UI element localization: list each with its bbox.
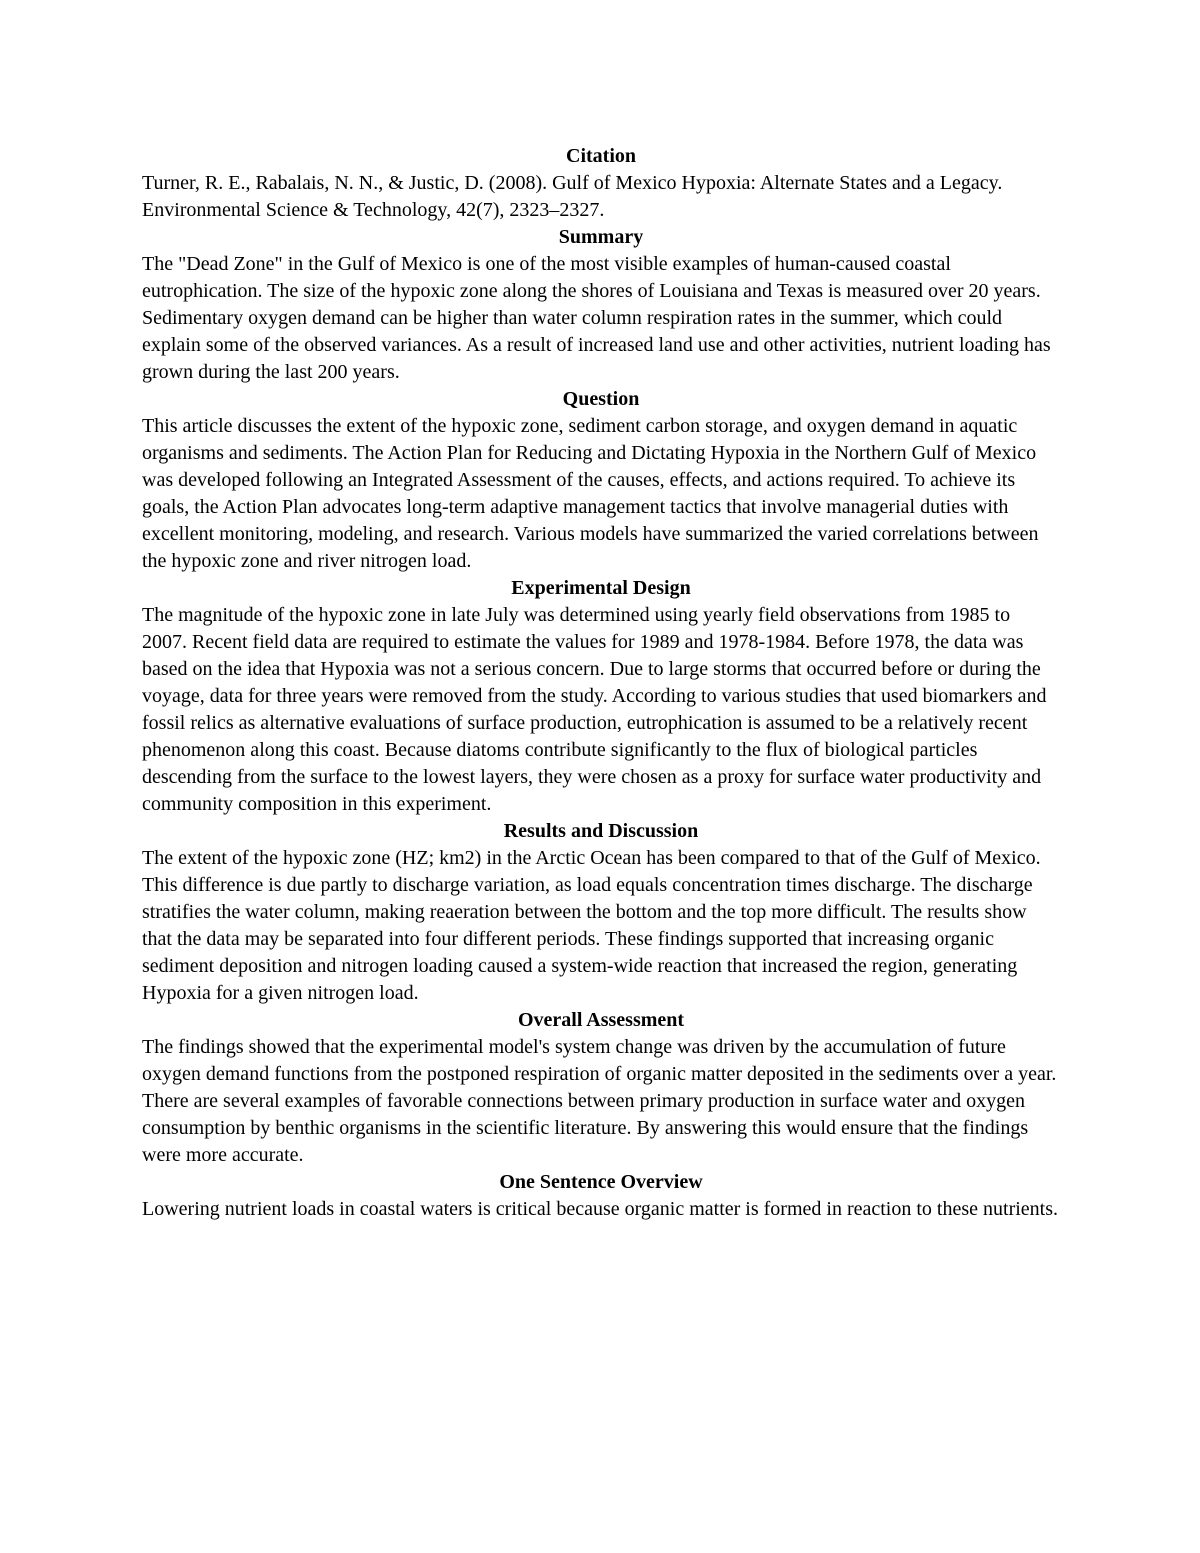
overall-assessment-text: The findings showed that the experimental model's system change was driven by the accumulation of future oxygen demand functions from the postponed respiration of organic matter deposited in the sediments over a year. There are several examples of favorable connections between primary production in surface water and oxygen consumption by benthic organisms in the scientific literature. By answering this would ensure that the findings were more accurate.: [142, 1036, 1057, 1166]
citation-text: Turner, R. E., Rabalais, N. N., & Justic, D. (2008). Gulf of Mexico Hypoxia: Alternate States and a Legacy. Environmental Science & Technology, 42(7), 2323–2327.: [142, 172, 1003, 221]
one-sentence-overview-text: Lowering nutrient loads in coastal waters is critical because organic matter is formed in reaction to these nutrients.: [142, 1198, 1058, 1220]
heading-citation: Citation: [566, 145, 636, 167]
results-and-discussion-text: The extent of the hypoxic zone (HZ; km2) in the Arctic Ocean has been compared to that of the Gulf of Mexico. This difference is due partly to discharge variation, as load equals concentration times discharge. The discharge stratifies the water column, making reaeration between the bottom and the top more difficult. The results show that the data may be separated into four different periods. These findings supported that increasing organic sediment deposition and nitrogen loading caused a system-wide reaction that increased the region, generating Hypoxia for a given nitrogen load.: [142, 847, 1041, 1004]
heading-experimental-design: Experimental Design: [511, 577, 691, 599]
heading-results-and-discussion: Results and Discussion: [503, 820, 699, 842]
heading-question: Question: [562, 388, 640, 410]
document-page: [142, 143, 1060, 1223]
heading-summary: Summary: [558, 226, 644, 248]
heading-one-sentence-overview: One Sentence Overview: [499, 1171, 703, 1193]
question-text: This article discusses the extent of the hypoxic zone, sediment carbon storage, and oxygen demand in aquatic organisms and sediments. The Action Plan for Reducing and Dictating Hypoxia in the Northern Gulf of Mexico was developed following an Integrated Assessment of the causes, effects, and actions required. To achieve its goals, the Action Plan advocates long-term adaptive management tactics that involve managerial duties with excellent monitoring, modeling, and research. Various models have summarized the varied correlations between the hypoxic zone and river nitrogen load.: [142, 415, 1039, 572]
summary-text: The "Dead Zone" in the Gulf of Mexico is one of the most visible examples of human-caused coastal eutrophication. The size of the hypoxic zone along the shores of Louisiana and Texas is measured over 20 years. Sedimentary oxygen demand can be higher than water column respiration rates in the summer, which could explain some of the observed variances. As a result of increased land use and other activities, nutrient loading has grown during the last 200 years.: [142, 253, 1051, 383]
experimental-design-text: The magnitude of the hypoxic zone in late July was determined using yearly field observations from 1985 to 2007. Recent field data are required to estimate the values for 1989 and 1978-1984. Before 1978, the data was based on the idea that Hypoxia was not a serious concern. Due to large storms that occurred before or during the voyage, data for three years were removed from the study. According to various studies that used biomarkers and fossil relics as alternative evaluations of surface production, eutrophication is assumed to be a relatively recent phenomenon along this coast. Because diatoms contribute significantly to the flux of biological particles descending from the surface to the lowest layers, they were chosen as a proxy for surface water productivity and community composition in this experiment.: [142, 604, 1047, 815]
heading-overall-assessment: Overall Assessment: [517, 1009, 685, 1031]
